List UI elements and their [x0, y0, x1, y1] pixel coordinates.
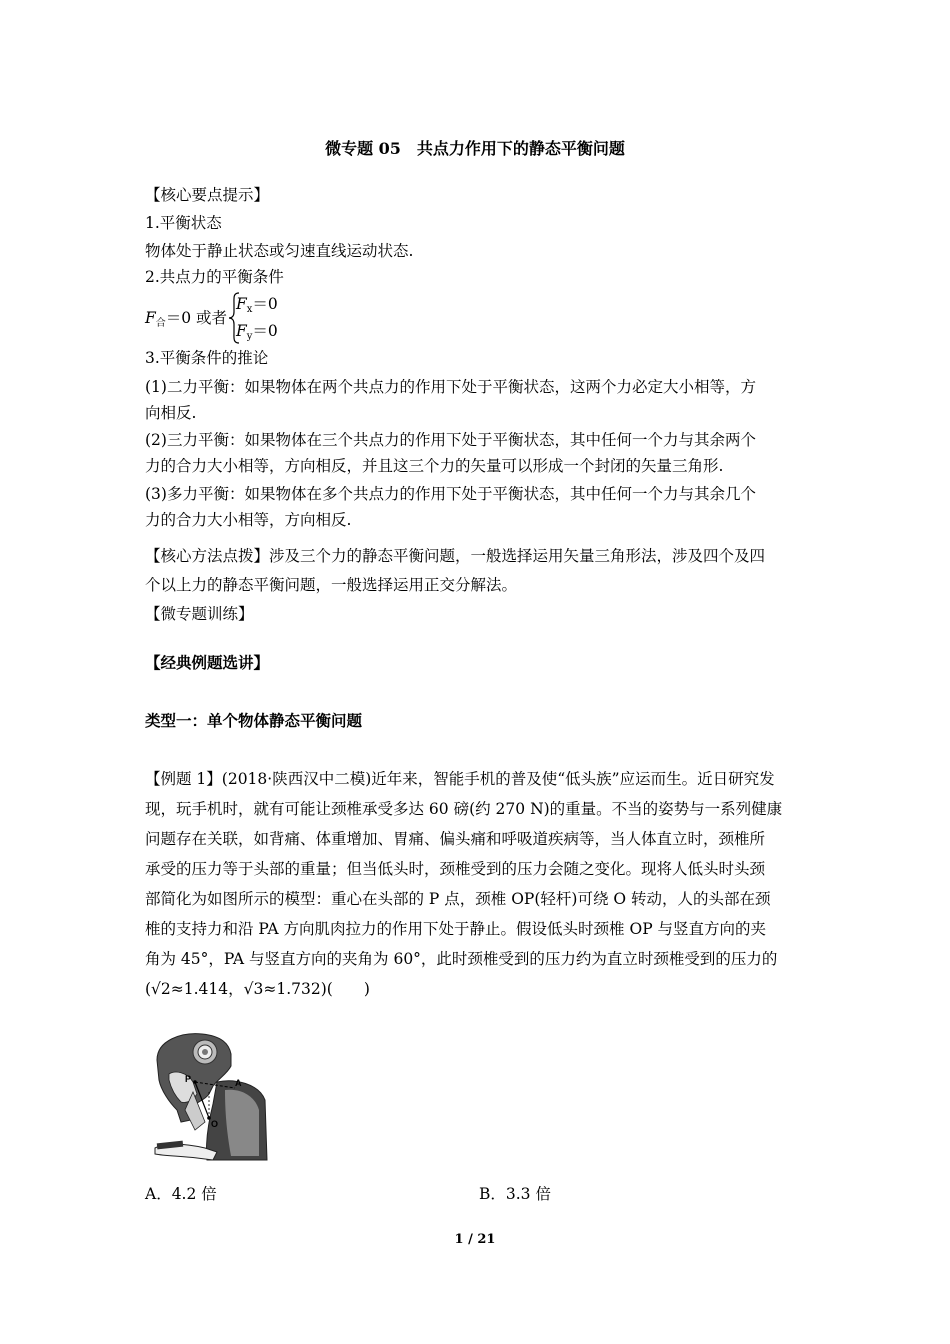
key-points-header: 【核心要点提示】 [145, 186, 270, 204]
figure-label-p: P [185, 1074, 192, 1084]
point-2-line-2: 力的合力大小相等，方向相反，并且这三个力的矢量可以形成一个封闭的矢量三角形. [145, 457, 724, 475]
training-header: 【微专题训练】 [145, 605, 254, 623]
formula-fx [236, 294, 278, 320]
example-1-line: 角为 45°，PA 与竖直方向的夹角为 60°，此时颈椎受到的压力约为直立时颈椎受到的压力的 [145, 950, 778, 968]
formula-fy-eq: ＝0 [252, 322, 278, 340]
formula-f-eq: ＝0 或者 [165, 309, 228, 327]
example-1-line: 椎的支持力和沿 PA 方向肌肉拉力的作用下处于静止。假设低头时颈椎 OP 与竖直方向的夹 [145, 920, 767, 938]
example-1-line: 【例题 1】(2018·陕西汉中二模)近年来，智能手机的普及使“低头族”应运而生。近日研究发 [145, 770, 775, 788]
point-3-line-2: 力的合力大小相等，方向相反. [145, 511, 352, 529]
formula-main [145, 308, 227, 334]
example-1-line: 现，玩手机时，就有可能让颈椎承受多达 60 磅(约 270 N)的重量。不当的姿势与一系列健康 [145, 800, 783, 818]
example-1-line: 承受的压力等于头部的重量；但当低头时，颈椎受到的压力会随之变化。现将人低头时头颈 [145, 860, 766, 878]
example-1-line: (√2≈1.414，√3≈1.732)( ) [145, 980, 370, 998]
formula-f-sub: 合 [155, 318, 166, 329]
figure-label-o: O [211, 1119, 219, 1129]
page-title: 微专题 05 共点力作用下的静态平衡问题 [325, 139, 625, 158]
formula-fx-symbol: F [236, 295, 247, 313]
point-1-line-1: (1)二力平衡：如果物体在两个共点力的作用下处于平衡状态，这两个力必定大小相等，方 [145, 378, 756, 396]
formula-fx-eq: ＝0 [252, 295, 278, 313]
formula-fx-sub: x [246, 304, 253, 315]
point-3-line-1: (3)多力平衡：如果物体在多个共点力的作用下处于平衡状态，其中任何一个力与其余几个 [145, 485, 756, 503]
head-neck-figure [147, 1030, 272, 1165]
option-a: A．4.2 倍 [145, 1185, 217, 1203]
formula-fy-sub: y [246, 331, 253, 342]
section-1-title: 1.平衡状态 [145, 214, 222, 232]
section-1-text: 物体处于静止状态或匀速直线运动状态. [145, 242, 414, 260]
formula-f: F [145, 309, 156, 327]
point-1-line-2: 向相反. [145, 404, 197, 422]
option-b: B．3.3 倍 [479, 1185, 551, 1203]
formula-fy [236, 321, 278, 347]
examples-header: 【经典例题选讲】 [145, 653, 270, 672]
point-2-line-1: (2)三力平衡：如果物体在三个共点力的作用下处于平衡状态，其中任何一个力与其余两个 [145, 431, 756, 449]
page-number: 1 / 21 [454, 1232, 496, 1247]
type-1-header: 类型一：单个物体静态平衡问题 [145, 711, 363, 730]
example-1-line: 部简化为如图所示的模型：重心在头部的 P 点，颈椎 OP(轻杆)可绕 O 转动，人的头部在颈 [145, 890, 771, 908]
section-3-title: 3.平衡条件的推论 [145, 349, 269, 367]
example-1-line: 问题存在关联，如背痛、体重增加、胃痛、偏头痛和呼吸道疾病等，当人体直立时，颈椎所 [145, 830, 766, 848]
formula-fy-symbol: F [236, 322, 247, 340]
method-line-2: 个以上力的静态平衡问题，一般选择运用正交分解法。 [145, 576, 518, 594]
section-2-title: 2.共点力的平衡条件 [145, 268, 284, 286]
method-line-1: 【核心方法点拨】涉及三个力的静态平衡问题，一般选择运用矢量三角形法，涉及四个及四 [145, 547, 766, 565]
figure-label-a: A [235, 1078, 242, 1088]
